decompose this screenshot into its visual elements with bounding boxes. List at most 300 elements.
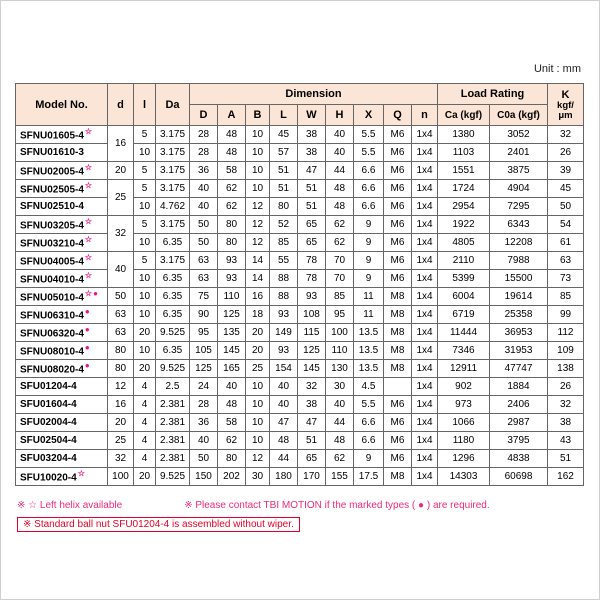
value-cell: 45 xyxy=(548,180,584,198)
value-cell: 62 xyxy=(326,216,354,234)
value-cell: 1922 xyxy=(438,216,490,234)
d-cell: 16 xyxy=(108,126,134,162)
model-number: SFU10020-4 xyxy=(20,472,77,484)
value-cell: M6 xyxy=(384,270,412,288)
value-cell: 18 xyxy=(246,306,270,324)
col-header-c0a: C0a (kgf) xyxy=(490,105,548,126)
value-cell: 105 xyxy=(190,342,218,360)
model-cell xyxy=(16,360,108,378)
value-cell: 26 xyxy=(548,144,584,162)
table-row xyxy=(16,270,584,288)
table-row xyxy=(16,198,584,216)
value-cell: 40 xyxy=(270,378,298,396)
value-cell: 1x4 xyxy=(412,162,438,180)
value-cell: 40 xyxy=(190,180,218,198)
value-cell: 14 xyxy=(246,252,270,270)
value-cell: 65 xyxy=(298,234,326,252)
note-left-helix: ※ ☆ Left helix available xyxy=(17,500,123,511)
table-row xyxy=(16,414,584,432)
value-cell: 54 xyxy=(548,216,584,234)
value-cell: 40 xyxy=(326,396,354,414)
table-row xyxy=(16,468,584,486)
value-cell: 108 xyxy=(298,306,326,324)
col-header-n: n xyxy=(412,105,438,126)
value-cell: 1724 xyxy=(438,180,490,198)
value-cell: 12 xyxy=(246,234,270,252)
model-number: SFU03204-4 xyxy=(20,453,77,464)
value-cell: 1x4 xyxy=(412,378,438,396)
d-cell: 32 xyxy=(108,450,134,468)
value-cell: 80 xyxy=(218,450,246,468)
model-cell xyxy=(16,468,108,486)
value-cell: 32 xyxy=(548,396,584,414)
value-cell: 88 xyxy=(270,270,298,288)
value-cell: 38 xyxy=(548,414,584,432)
value-cell: 10 xyxy=(134,198,156,216)
value-cell: 202 xyxy=(218,468,246,486)
value-cell: 48 xyxy=(218,144,246,162)
value-cell: 3.175 xyxy=(156,252,190,270)
left-helix-star-mark: ☆ xyxy=(84,127,93,137)
value-cell: 20 xyxy=(246,324,270,342)
value-cell: 11 xyxy=(354,288,384,306)
value-cell: M6 xyxy=(384,396,412,414)
value-cell: M8 xyxy=(384,306,412,324)
value-cell: 6.6 xyxy=(354,414,384,432)
value-cell: 3.175 xyxy=(156,180,190,198)
value-cell: 93 xyxy=(298,288,326,306)
model-cell xyxy=(16,126,108,144)
model-number: SFNU03210-4 xyxy=(20,238,84,250)
value-cell: 85 xyxy=(326,288,354,306)
special-order-dot-mark: ● xyxy=(84,307,90,317)
value-cell: 7295 xyxy=(490,198,548,216)
value-cell: 36 xyxy=(190,162,218,180)
value-cell: 2401 xyxy=(490,144,548,162)
value-cell: 3.175 xyxy=(156,162,190,180)
special-order-dot-mark: ● xyxy=(84,325,90,335)
value-cell: M6 xyxy=(384,450,412,468)
value-cell: 4805 xyxy=(438,234,490,252)
value-cell: 28 xyxy=(190,396,218,414)
value-cell: 44 xyxy=(270,450,298,468)
value-cell: 58 xyxy=(218,162,246,180)
col-header-model: Model No. xyxy=(16,84,108,126)
value-cell: 1x4 xyxy=(412,144,438,162)
value-cell: 40 xyxy=(270,396,298,414)
value-cell: 5 xyxy=(134,162,156,180)
value-cell: 1x4 xyxy=(412,270,438,288)
value-cell: 4 xyxy=(134,396,156,414)
value-cell: 44 xyxy=(326,162,354,180)
left-helix-star-mark: ☆ xyxy=(77,469,85,479)
value-cell: 1296 xyxy=(438,450,490,468)
value-cell: 51 xyxy=(298,180,326,198)
model-number: SFNU06310-4 xyxy=(20,310,84,322)
d-cell: 25 xyxy=(108,180,134,216)
value-cell: 70 xyxy=(326,270,354,288)
model-number: SFNU02505-4 xyxy=(20,184,84,196)
table-row xyxy=(16,216,584,234)
value-cell: 38 xyxy=(298,126,326,144)
value-cell: 9 xyxy=(354,216,384,234)
value-cell: 149 xyxy=(270,324,298,342)
value-cell: 93 xyxy=(270,342,298,360)
value-cell: 43 xyxy=(548,432,584,450)
value-cell: 5.5 xyxy=(354,126,384,144)
model-number: SFNU01610-3 xyxy=(20,147,84,158)
left-helix-star-mark: ☆ xyxy=(84,253,93,263)
d-cell: 32 xyxy=(108,216,134,252)
value-cell: 1x4 xyxy=(412,180,438,198)
value-cell: 62 xyxy=(218,198,246,216)
value-cell: 2110 xyxy=(438,252,490,270)
value-cell: M6 xyxy=(384,126,412,144)
model-cell xyxy=(16,162,108,180)
value-cell: 5 xyxy=(134,180,156,198)
value-cell: 45 xyxy=(270,126,298,144)
value-cell: 85 xyxy=(548,288,584,306)
footnote-line-1 xyxy=(17,500,585,511)
value-cell: 48 xyxy=(270,432,298,450)
value-cell: 10 xyxy=(246,126,270,144)
value-cell: 10 xyxy=(134,270,156,288)
value-cell: 1x4 xyxy=(412,126,438,144)
value-cell: 51 xyxy=(548,450,584,468)
model-cell xyxy=(16,450,108,468)
model-cell xyxy=(16,306,108,324)
table-row xyxy=(16,378,584,396)
value-cell: 11 xyxy=(354,306,384,324)
value-cell: 47 xyxy=(298,162,326,180)
d-cell: 80 xyxy=(108,342,134,360)
value-cell: 19614 xyxy=(490,288,548,306)
value-cell: 93 xyxy=(218,270,246,288)
table-row xyxy=(16,288,584,306)
value-cell: 10 xyxy=(246,414,270,432)
value-cell: 40 xyxy=(190,198,218,216)
value-cell: 47 xyxy=(298,414,326,432)
value-cell: 9.525 xyxy=(156,360,190,378)
value-cell: 95 xyxy=(326,306,354,324)
left-helix-star-mark: ☆ xyxy=(84,181,93,191)
col-header-k xyxy=(548,84,584,126)
value-cell: 4.5 xyxy=(354,378,384,396)
value-cell: 2987 xyxy=(490,414,548,432)
value-cell: 51 xyxy=(298,432,326,450)
note-contact-tbi: ※ Please contact TBI MOTION if the marked types ( ● ) are required. xyxy=(184,500,490,511)
value-cell: 165 xyxy=(218,360,246,378)
value-cell: M6 xyxy=(384,180,412,198)
value-cell: 135 xyxy=(218,324,246,342)
value-cell xyxy=(384,378,412,396)
value-cell: 1x4 xyxy=(412,288,438,306)
d-cell: 63 xyxy=(108,324,134,342)
table-row xyxy=(16,162,584,180)
model-cell xyxy=(16,144,108,162)
value-cell: 36 xyxy=(190,414,218,432)
value-cell: 3052 xyxy=(490,126,548,144)
value-cell: 93 xyxy=(270,306,298,324)
d-cell: 20 xyxy=(108,162,134,180)
left-helix-star-mark: ☆ xyxy=(84,163,93,173)
value-cell: 40 xyxy=(326,144,354,162)
d-cell: 100 xyxy=(108,468,134,486)
col-header-da: Da xyxy=(156,84,190,126)
model-cell xyxy=(16,252,108,270)
model-number: SFNU02510-4 xyxy=(20,201,84,212)
value-cell: 1x4 xyxy=(412,396,438,414)
model-number: SFNU08020-4 xyxy=(20,364,84,376)
value-cell: 61 xyxy=(548,234,584,252)
value-cell: 10 xyxy=(134,342,156,360)
model-number: SFNU08010-4 xyxy=(20,346,84,358)
value-cell: 4 xyxy=(134,432,156,450)
value-cell: 162 xyxy=(548,468,584,486)
value-cell: 902 xyxy=(438,378,490,396)
value-cell: M8 xyxy=(384,288,412,306)
value-cell: 10 xyxy=(134,234,156,252)
value-cell: 12 xyxy=(246,198,270,216)
value-cell: 48 xyxy=(218,396,246,414)
value-cell: 14 xyxy=(246,270,270,288)
value-cell: 13.5 xyxy=(354,324,384,342)
left-helix-star-mark: ☆ xyxy=(84,289,93,299)
value-cell: 6343 xyxy=(490,216,548,234)
note-standard-nut: ※ Standard ball nut SFU01204-4 is assembled without wiper. xyxy=(17,517,300,532)
value-cell: 25 xyxy=(246,360,270,378)
value-cell: 10 xyxy=(134,144,156,162)
value-cell: 65 xyxy=(298,216,326,234)
value-cell: 3875 xyxy=(490,162,548,180)
value-cell: 100 xyxy=(326,324,354,342)
value-cell: 40 xyxy=(326,126,354,144)
value-cell: 80 xyxy=(270,198,298,216)
model-number: SFNU04005-4 xyxy=(20,256,84,268)
value-cell: 9 xyxy=(354,450,384,468)
value-cell: 12 xyxy=(246,450,270,468)
value-cell: 58 xyxy=(218,414,246,432)
value-cell: 57 xyxy=(270,144,298,162)
model-cell xyxy=(16,288,108,306)
value-cell: 112 xyxy=(548,324,584,342)
value-cell: 10 xyxy=(246,180,270,198)
d-cell: 63 xyxy=(108,306,134,324)
value-cell: 1x4 xyxy=(412,306,438,324)
d-cell: 25 xyxy=(108,432,134,450)
value-cell: 24 xyxy=(190,378,218,396)
col-header-l: l xyxy=(134,84,156,126)
value-cell: 12208 xyxy=(490,234,548,252)
model-cell xyxy=(16,270,108,288)
value-cell: 51 xyxy=(270,180,298,198)
value-cell: 39 xyxy=(548,162,584,180)
value-cell: 5 xyxy=(134,252,156,270)
value-cell: 6.35 xyxy=(156,234,190,252)
model-number: SFNU01605-4 xyxy=(20,130,84,142)
table-header xyxy=(16,84,584,126)
value-cell: 52 xyxy=(270,216,298,234)
unit-label: Unit : mm xyxy=(533,63,581,75)
value-cell: 2.381 xyxy=(156,432,190,450)
value-cell: 9.525 xyxy=(156,324,190,342)
value-cell: 1380 xyxy=(438,126,490,144)
model-cell xyxy=(16,216,108,234)
value-cell: 78 xyxy=(298,270,326,288)
value-cell: 20 xyxy=(134,324,156,342)
value-cell: 10 xyxy=(134,288,156,306)
value-cell: 1180 xyxy=(438,432,490,450)
value-cell: 16 xyxy=(246,288,270,306)
value-cell: 2.5 xyxy=(156,378,190,396)
col-group-dimension: Dimension xyxy=(190,84,438,105)
value-cell: 1x4 xyxy=(412,468,438,486)
value-cell: 70 xyxy=(326,252,354,270)
value-cell: M8 xyxy=(384,342,412,360)
value-cell: 13.5 xyxy=(354,342,384,360)
value-cell: 26 xyxy=(548,378,584,396)
value-cell: 75 xyxy=(190,288,218,306)
table-row xyxy=(16,342,584,360)
value-cell: 3.175 xyxy=(156,216,190,234)
col-header-W: W xyxy=(298,105,326,126)
value-cell: 138 xyxy=(548,360,584,378)
table-row xyxy=(16,306,584,324)
value-cell: 145 xyxy=(218,342,246,360)
value-cell: 145 xyxy=(298,360,326,378)
col-header-Q: Q xyxy=(384,105,412,126)
value-cell: 125 xyxy=(218,306,246,324)
value-cell: 99 xyxy=(548,306,584,324)
value-cell: 12911 xyxy=(438,360,490,378)
value-cell: 1x4 xyxy=(412,360,438,378)
value-cell: 62 xyxy=(218,432,246,450)
value-cell: 1884 xyxy=(490,378,548,396)
k-unit-kgf: kgf/ xyxy=(557,99,574,111)
value-cell: 10 xyxy=(246,144,270,162)
value-cell: 12 xyxy=(246,216,270,234)
d-cell: 20 xyxy=(108,414,134,432)
value-cell: 1x4 xyxy=(412,234,438,252)
value-cell: M6 xyxy=(384,252,412,270)
table-row xyxy=(16,234,584,252)
model-cell xyxy=(16,396,108,414)
value-cell: 130 xyxy=(326,360,354,378)
model-number: SFNU06320-4 xyxy=(20,328,84,340)
value-cell: 6.35 xyxy=(156,288,190,306)
model-cell xyxy=(16,234,108,252)
value-cell: 7988 xyxy=(490,252,548,270)
value-cell: 6.6 xyxy=(354,180,384,198)
value-cell: 125 xyxy=(190,360,218,378)
col-header-H: H xyxy=(326,105,354,126)
value-cell: 6.6 xyxy=(354,432,384,450)
value-cell: M8 xyxy=(384,324,412,342)
value-cell: 5.5 xyxy=(354,396,384,414)
value-cell: 3.175 xyxy=(156,126,190,144)
col-header-D: D xyxy=(190,105,218,126)
value-cell: 50 xyxy=(190,450,218,468)
value-cell: 32 xyxy=(298,378,326,396)
value-cell: 4 xyxy=(134,414,156,432)
model-cell xyxy=(16,342,108,360)
footnotes xyxy=(17,500,585,532)
value-cell: 6.35 xyxy=(156,342,190,360)
value-cell: 85 xyxy=(270,234,298,252)
model-cell xyxy=(16,414,108,432)
value-cell: 4 xyxy=(134,450,156,468)
value-cell: 80 xyxy=(218,234,246,252)
header-row-groups xyxy=(16,84,584,105)
value-cell: M6 xyxy=(384,414,412,432)
value-cell: 3.175 xyxy=(156,144,190,162)
value-cell: 1103 xyxy=(438,144,490,162)
special-order-dot-mark: ● xyxy=(84,361,90,371)
value-cell: 10 xyxy=(246,378,270,396)
spec-table xyxy=(15,83,584,486)
value-cell: 154 xyxy=(270,360,298,378)
value-cell: 4.762 xyxy=(156,198,190,216)
value-cell: 20 xyxy=(134,360,156,378)
k-unit-um: μm xyxy=(558,109,573,121)
value-cell: 88 xyxy=(270,288,298,306)
value-cell: 10 xyxy=(246,162,270,180)
value-cell: 47 xyxy=(270,414,298,432)
col-header-d: d xyxy=(108,84,134,126)
value-cell: 9.525 xyxy=(156,468,190,486)
left-helix-star-mark: ☆ xyxy=(84,271,93,281)
value-cell: 6.35 xyxy=(156,306,190,324)
value-cell: 6.6 xyxy=(354,162,384,180)
d-cell: 80 xyxy=(108,360,134,378)
value-cell: 63 xyxy=(190,270,218,288)
value-cell: 9 xyxy=(354,234,384,252)
model-number: SFU02004-4 xyxy=(20,417,77,428)
value-cell: 1x4 xyxy=(412,216,438,234)
value-cell: 48 xyxy=(326,432,354,450)
value-cell: M6 xyxy=(384,198,412,216)
model-number: SFU02504-4 xyxy=(20,435,77,446)
value-cell: 6.35 xyxy=(156,270,190,288)
value-cell: 5 xyxy=(134,216,156,234)
value-cell: 4 xyxy=(134,378,156,396)
table-row xyxy=(16,126,584,144)
value-cell: 55 xyxy=(270,252,298,270)
col-header-A: A xyxy=(218,105,246,126)
value-cell: 2.381 xyxy=(156,450,190,468)
value-cell: 50 xyxy=(190,234,218,252)
value-cell: 93 xyxy=(218,252,246,270)
table-row xyxy=(16,450,584,468)
value-cell: 6.6 xyxy=(354,198,384,216)
table-row xyxy=(16,252,584,270)
value-cell: 30 xyxy=(326,378,354,396)
value-cell: 38 xyxy=(298,144,326,162)
value-cell: 90 xyxy=(190,306,218,324)
d-cell: 16 xyxy=(108,396,134,414)
d-cell: 40 xyxy=(108,252,134,288)
value-cell: M8 xyxy=(384,360,412,378)
value-cell: 63 xyxy=(190,252,218,270)
value-cell: 44 xyxy=(326,414,354,432)
value-cell: 50 xyxy=(548,198,584,216)
table-row xyxy=(16,144,584,162)
special-order-dot-mark: ● xyxy=(84,343,90,353)
value-cell: 125 xyxy=(298,342,326,360)
value-cell: 63 xyxy=(548,252,584,270)
k-symbol: K xyxy=(561,88,570,101)
value-cell: M6 xyxy=(384,234,412,252)
